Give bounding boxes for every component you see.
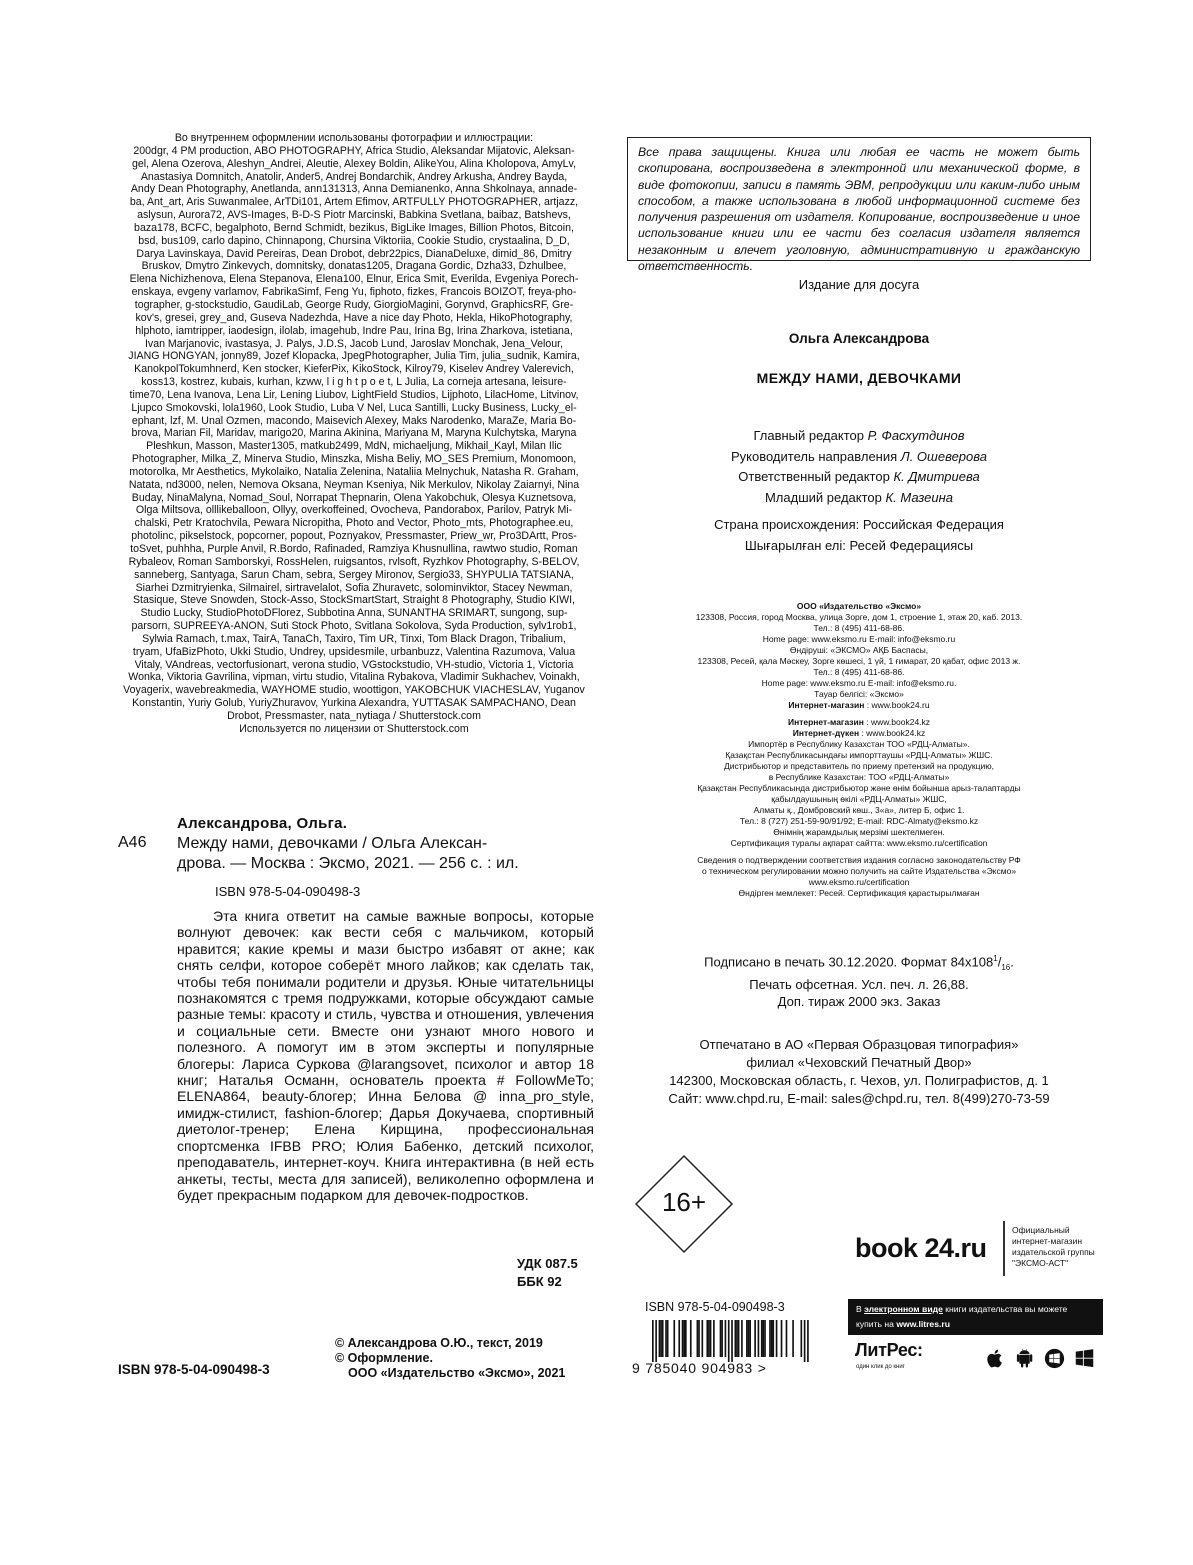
bib-author-code: А46: [118, 834, 147, 851]
shop-kz-url: : www.book24.kz: [863, 717, 931, 727]
publisher-line: Тел.: 8 (727) 251-59-90/91/92; E-mail: RDC-Almaty@eksmo.kz: [739, 816, 979, 826]
litres-url: www.litres.ru: [896, 1319, 950, 1329]
barcode-bar: [764, 1320, 766, 1357]
printer-line: Сайт: www.chpd.ru, E-mail: sales@chpd.ru, тел. 8(499)270-73-59: [668, 1091, 1050, 1106]
credit-line: tographer, g-stockstudio, GaudiLab, George Rudy, GiorgioMagini, Gorynvd, GraphicsRF, Gre-: [134, 298, 574, 311]
barcode-bar: [690, 1320, 692, 1357]
credit-line: bsd, bus109, carlo dapino, Chinnapong, Chursina Viktoriia, Cookie Studio, crystaalina, D_D,: [138, 234, 570, 247]
credit-line: Rybaleov, Roman Samborskyi, RossHelen, ruigsantos, rvlsoft, Ryzhkov Photography, S-BELOV,: [128, 555, 580, 568]
barcode-bar: [728, 1320, 730, 1362]
editor-name: Р. Фасхутдинов: [867, 428, 965, 443]
barcode-bar: [697, 1320, 699, 1357]
credit-line: kov's, gresei, grey_and, Guseva Nadezhda, Have a nice day Photo, Hekla, HikoPhotography,: [135, 311, 573, 324]
book24-description: [1012, 1225, 1095, 1269]
publisher-line: Home page: www.eksmo.ru E-mail: info@eksmo.ru: [762, 634, 956, 644]
udk-code: УДК 087.5: [517, 1256, 578, 1271]
barcode-bar: [652, 1320, 654, 1362]
credit-line: enskaya, evgeny varlamov, FabrikaSimf, Feng Yu, fiphoto, fizkes, Francois BOIZOT, freya-pho-: [131, 286, 577, 299]
editor-row: [627, 426, 1091, 447]
litres-post: книги издательства вы можете: [942, 1304, 1068, 1314]
publisher-line: Қазақстан Республикасында дистрибьютор және өнім бойынша арыз-талаптарды: [697, 783, 1021, 793]
credit-line: 200dgr, 4 PM production, ABO PHOTOGRAPHY, Africa Studio, Aleksandar Mijatovic, Aleksan-: [133, 144, 575, 157]
book24-desc-line: интернет-магазин: [1012, 1236, 1083, 1246]
credit-line: Buday, NinaMalyna, Nomad_Soul, Norrapat Thepnarin, Olena Yakobchuk, Olesya Kuznetsova,: [131, 491, 577, 504]
publisher-line: Импортёр в Республику Казахстан ТОО «РДЦ-Алматы».: [748, 739, 970, 749]
credit-line: tryam, UfaBizPhoto, Ukki Studio, Undrey, upsidesmile, urbanbuzz, Valentina Razumova, Valua: [132, 645, 576, 658]
publisher-line: о техническом регулировании можно получить на сайте Издательства «Эксмо»: [701, 866, 1017, 876]
barcode-bar: [738, 1320, 740, 1357]
publisher-line: Тауар белгісі: «Эксмо»: [814, 689, 904, 699]
credit-line: Photographer, Milka_Z, Minerva Studio, Minszka, Misha Beliy, MO_SES Premium, Monomoon,: [131, 453, 577, 466]
editor-row: [627, 467, 1091, 488]
litres-line2: [856, 1317, 1095, 1332]
publisher-line: 123308, Россия, город Москва, улица Зорге, дом 1, строение 1, этаж 20, каб. 2013.: [695, 612, 1023, 622]
barcode-bar: [721, 1320, 723, 1357]
barcode-bar: [655, 1320, 657, 1362]
barcode-bar: [665, 1320, 667, 1357]
editor-row: [627, 488, 1091, 509]
apple-icon: [985, 1348, 1006, 1369]
bib-author-heading: Александрова, Ольга.: [177, 815, 348, 832]
publisher-line: Сертификация туралы ақпарат сайтта: www.eksmo.ru/certification: [730, 838, 988, 848]
bib-title: [177, 834, 597, 874]
barcode-bar: [801, 1320, 803, 1357]
barcode-bar: [772, 1320, 774, 1357]
barcode-bar: [667, 1320, 669, 1357]
barcode-bar: [754, 1320, 756, 1357]
credit-line: sanneberg, Santyaga, Sarun Cham, sebra, Sergey Mironov, Sergio33, SHYPULIA TATSIANA,: [134, 568, 574, 581]
credit-line: Olga Miltsova, olllikeballoon, Ollyy, overkoffeined, Ovocheva, Pandorabox, Parilov, Patryk Mi-: [135, 504, 573, 517]
publisher-name: ООО «Издательство «Эксмо»: [796, 601, 922, 611]
barcode-bar: [685, 1320, 687, 1357]
publisher-line: Дистрибьютор и представитель по приему претензий на продукцию,: [724, 761, 994, 771]
publisher-lines-a: [627, 612, 1091, 700]
credit-line: toSvet, puhhha, Purple Anvil, R.Bordo, Rafinaded, Ramziya Khusnullina, rawtwo studio, Roman: [130, 543, 578, 555]
editor-role: Младший редактор: [764, 489, 882, 505]
credit-line: koss13, kostrez, kubais, kurhan, kzww, l i g h t p o e t, L Julia, La corneja artesana, leisure-: [141, 376, 567, 389]
barcode-bar: [761, 1320, 763, 1357]
litres-tagline: один клик до книг: [856, 1364, 905, 1370]
credit-line: time70, Lena Ivanova, Lena Lir, Lening Liubov, LightField Studios, Lijphoto, LilacHome, Litvinov,: [129, 388, 579, 401]
publisher-info: [627, 601, 1091, 899]
book24-logo: book 24.ru: [855, 1233, 987, 1263]
barcode-digits: 9 785040 904983 >: [632, 1360, 767, 1376]
editor-row: [627, 447, 1091, 468]
credit-line: parsorn, SUPREEYA-ANON, Suti Stock Photo, Svitlana Sokolova, Syda Production, sylv1rob1,: [131, 620, 577, 633]
barcode-bar: [660, 1320, 662, 1357]
publisher-line: Тел.: 8 (495) 411-68-86.: [813, 623, 905, 633]
barcode-bar: [807, 1320, 809, 1362]
barcode-bar: [763, 1320, 765, 1357]
barcode-bar: [786, 1320, 788, 1357]
barcode-bar: [758, 1320, 760, 1357]
print-format: Подписано в печать 30.12.2020. Формат 84х108: [704, 954, 994, 970]
editor-name: Л. Ошеверова: [900, 448, 987, 464]
book24-desc-line: Официальный: [1012, 1225, 1070, 1235]
photo-credits: [114, 132, 594, 736]
format-sub: 16: [1001, 962, 1011, 972]
credit-line: Drobot, Pressmaster, nata_nytiaga / Shutterstock.com: [227, 709, 481, 722]
credit-line: chalski, Petr Kratochvila, Pewara Nicropitha, Photo and Vector, Photo_mts, Photographee.eu,: [134, 517, 574, 530]
format-slash: /: [997, 954, 1002, 970]
barcode-bar: [749, 1320, 751, 1357]
barcode-bar: [720, 1320, 722, 1357]
editor-role: Руководитель направления: [730, 448, 898, 464]
book24-desc-line: издательской группы: [1012, 1247, 1095, 1257]
credit-line: ephant, lzf, M. Unal Ozmen, macondo, Maisevich Alexey, Maks Narodenko, MaraZe, Maria Bo-: [131, 414, 577, 427]
barcode-bar: [710, 1320, 712, 1357]
barcode-bar: [741, 1320, 743, 1357]
printer-info: [627, 1036, 1091, 1108]
barcode-bar: [702, 1320, 704, 1357]
shop-kz2-label: Интернет-дүкен: [792, 728, 860, 738]
bbk-code: ББК 92: [517, 1274, 562, 1289]
shop-url: : www.book24.ru: [864, 700, 930, 710]
barcode-bar: [673, 1320, 675, 1357]
credit-line: Stasique, Steve Snowden, Stock-Asso, StockSmartStart, Straight 8 Photography, Studio KIWI,: [132, 594, 575, 607]
shop-kz-label: Интернет-магазин: [787, 717, 864, 727]
android-icon: [1014, 1348, 1035, 1369]
credit-line: aslysun, Aurora72, AVS-Images, B-D-S Piotr Marcinski, Babkina Svetlana, baibaz, Batshevs,: [137, 209, 571, 222]
windows-phone-icon: [1044, 1348, 1065, 1369]
credit-line: Используется по лицензии от Shutterstock.com: [239, 722, 469, 735]
format-sup: 1: [993, 954, 998, 963]
credit-line: baza178, BCFC, begalphoto, Bernd Schmidt, bezikus, BigLike Images, Billion Photos, Bitcoin,: [134, 221, 574, 234]
credit-line: Studio Lucky, StudioPhotoDFlorez, Subbotina Anna, SUNANTHA SRIMART, sungong, sup-: [140, 607, 568, 620]
barcode-bar: [746, 1320, 748, 1357]
book24-divider: [1003, 1221, 1005, 1276]
barcode-bar: [706, 1320, 708, 1357]
barcode-bar: [682, 1320, 684, 1357]
credit-line: ba, Ant_art, Aris Suwanmalee, ArTDi101, Artem Efimov, ARTFULLY PHOTOGRAPHER, artjazz,: [129, 196, 579, 209]
publisher-line: Өндірген мемлекет: Ресей. Сертификация қарастырылмаған: [738, 888, 980, 898]
barcode-bar: [735, 1320, 737, 1357]
publisher-line: 123308, Ресей, қала Мәскеу, Зорге көшесі, 1 үй, 1 ғимарат, 20 қабат, офис 2013 ж.: [697, 656, 1021, 666]
credit-line: Vitaly, VAndreas, vectorfusionart, verona studio, VGstockstudio, VH-studio, Victoria 1, Victoria: [134, 658, 574, 671]
barcode-bar: [736, 1320, 738, 1357]
origin-country: [627, 514, 1091, 556]
print-method: Печать офсетная. Усл. печ. л. 26,88.: [749, 976, 969, 992]
credit-line: Wonka, Viktoria Gavrilina, vipman, virtu studio, Vitalina Rybakova, Vladimir Sukhachev, Voinakh,: [128, 671, 580, 684]
barcode-bar: [781, 1320, 783, 1357]
edition-type: Издание для досуга: [798, 277, 920, 292]
isbn-bottom: ISBN 978-5-04-090498-3: [118, 1362, 270, 1377]
credit-line: JIANG HONGYAN, jonny89, Jozef Klopacka, JpegPhotographer, Julia Tim, julia_sudnik, Kamira,: [128, 350, 580, 363]
bib-title-line1: Между нами, девочками / Ольга Алексан-: [177, 835, 488, 852]
credit-line: hlphoto, iamtripper, iaodesign, ilolab, imagehub, Indre Pau, Irina Bg, Irina Zharkova, istetiana,: [135, 324, 573, 337]
credit-line: KanokpolTokumhnerd, Ken stocker, KieferPix, KikoStock, Kilroy79, Kiselev Andrey Valerevich,: [134, 363, 574, 376]
publisher-line: қабылдаушының өкілі «РДЦ-Алматы» ЖШС,: [771, 794, 947, 804]
barcode-bar: [678, 1320, 680, 1357]
age-rating: 16+: [661, 1187, 707, 1217]
printer-line: Отпечатано в АО «Первая Образцовая типография»: [699, 1037, 1019, 1052]
publisher-lines-b: [627, 739, 1091, 849]
printer-line: филиал «Чеховский Печатный Двор»: [746, 1055, 972, 1070]
litres-ebook-label: электронном виде: [864, 1304, 943, 1314]
barcode-bar: [698, 1320, 700, 1357]
editors-list: [627, 426, 1091, 508]
shop-kz-line: [627, 717, 1091, 728]
credit-line: Darya Lavinskaya, David Pereiras, Dean Drobot, debr22pics, DianaDeluxe, dimid_86, Dmitry: [136, 247, 572, 260]
origin-ru: Страна происхождения: Российская Федерация: [714, 517, 1004, 532]
editor-name: К. Мазеина: [885, 489, 954, 505]
barcode-bar: [713, 1320, 715, 1357]
credit-line: Sylwia Ramach, t.max, TairA, TanaCh, Taxiro, Tim UR, Tinxi, Tom Black Dragon, Tribalium,: [142, 632, 566, 645]
publisher-line: Қазақстан Республикасындағы импорттаушы «РДЦ-Алматы» ЖШС.: [725, 750, 993, 760]
credit-line: Konstantin, Yuriy Golub, YuriyZhuravov, Yurkina Alexandra, YUTTASAK SAMPACHANO, Dean: [132, 697, 576, 710]
credit-line: Во внутреннем оформлении использованы фотографии и иллюстрации:: [174, 132, 534, 144]
publisher-line: www.eksmo.ru/certification: [808, 877, 910, 887]
editor-name: К. Дмитриева: [893, 469, 980, 484]
shop-kz2-line: [627, 728, 1091, 739]
litres-pre: В: [856, 1304, 865, 1314]
barcode-bar: [769, 1320, 771, 1357]
credit-line: Andy Dean Photography, Anetlanda, ann131313, Anna Demianenko, Anna Shkolnaya, annade-: [130, 183, 578, 196]
bib-isbn: ISBN 978-5-04-090498-3: [215, 884, 361, 899]
publisher-line: Өнімнің жарамдылық мерзімі шектелмеген.: [773, 827, 945, 837]
publisher-line: в Республике Казахстан: ТОО «РДЦ-Алматы»: [768, 772, 950, 782]
credit-line: brova, Marian Fil, Maridav, marigo20, Marina Akinina, Mariyana M, Maryna Kulchytska, Maryna: [131, 427, 577, 440]
litres-line1: [856, 1302, 1095, 1317]
windows-icon: [1074, 1348, 1095, 1369]
book24-desc-line: "ЭКСМО-АСТ": [1012, 1258, 1069, 1268]
barcode-bar: [662, 1320, 664, 1357]
barcode-bars: [640, 1320, 810, 1362]
barcode-bar: [708, 1320, 710, 1357]
printer-line: 142300, Московская область, г. Чехов, ул. Полиграфистов, д. 1: [669, 1073, 1049, 1088]
bib-title-line2: дрова. — Москва : Эксмо, 2021. — 256 с. : ил.: [177, 855, 519, 872]
print-run: Доп. тираж 2000 экз. Заказ: [777, 993, 941, 1009]
credit-line: Ivan Marjanovic, ivastasya, J. Palys, J.D.S, Jacob Lund, Jaroslav Monchak, Jena_Velour,: [144, 337, 564, 350]
credit-line: Ljupco Smokovski, lola1960, Look Studio, Luba V Nel, Luca Santilli, Lucky Business, Lucky_el-: [131, 401, 577, 414]
publisher-line: Тел.: 8 (495) 411-68-86.: [813, 667, 905, 677]
print-info: [627, 950, 1091, 1010]
credit-line: photolinc, pikselstock, popcorner, popout, Poznyakov, Pressmaster, Priew_wr, Pro3DArtt, Pros-: [131, 530, 577, 543]
litres-logo: ЛитРес:: [855, 1340, 923, 1360]
print-format-line: [627, 950, 1091, 976]
credit-line: Pleshkun, Masson, Master1305, matkub2499, MdN, michaeljung, Mikhail_Kayl, Milan Ilic: [146, 440, 562, 453]
author-name: Ольга Александрова: [788, 331, 930, 346]
barcode-bar: [792, 1320, 794, 1357]
barcode-bar: [771, 1320, 773, 1357]
publisher-line: Home page: www.eksmo.ru E-mail: info@eksmo.ru.: [761, 678, 957, 688]
publisher-line: Алматы қ., Домбровский көш., 3«а», литер Б, офис 1.: [753, 805, 965, 815]
litres-buy: купить на: [856, 1319, 897, 1329]
publisher-line: Сведения о подтверждении соответствия издания согласно законодательству РФ: [697, 855, 1021, 865]
editor-role: Главный редактор: [753, 428, 864, 443]
credit-line: Siarhei Dzmitryienka, Silmairel, sirtravelalot, Sofia Zhuravetc, solominviktor, Stacey Newman,: [135, 581, 573, 594]
barcode-bar: [776, 1320, 778, 1357]
shop-kz2-url: : www.book24.kz: [859, 728, 926, 738]
barcode-bar: [804, 1320, 806, 1362]
annotation-text: Эта книга ответит на самые важные вопросы, которые волнуют девочек: как вести себя с мальчиком, который нравится; какие кремы и мази быстро избавят от акне; как снять селфи, которое соберёт много лайков; как сделать так, чтобы тебя понимали родители и друзья. Юные читательницы познакомятся с тремя подружками, которые обсуждают самые разные темы: красоту и стиль, чувства и отношения, увлечения и социальные сети. Вместе они узнают много нового и полезного. А помогут им в этом эксперты и популярные блогеры: Лариса Суркова @larangsovet, психолог и автор 18 книг; Наталья Османн, основатель проекта # FollowMeTo; ELENA864, beauty-блогер; Инна Белова @ inna_pro_style, имидж-стилист, fashion-блогер; Дарья Докучаева, спортивный диетолог-тренер; Елена Кирщина, профессиональная спортсменка IFBB PRO; Юлия Бабенко, детский психолог, преподаватель, интернет-коуч. Книга интерактивна (в ней есть анкеты, тесты, места для записей), великолепно оформлена и будет прекрасным подарком для девочек-подростков.: [177, 908, 594, 1203]
barcode-bar: [659, 1320, 661, 1357]
credit-line: gel, Alena Ozerova, Aleshyn_Andrei, Aleutie, Alexey Boldin, AlikeYou, Alina Kholopova, AmyLv,: [131, 157, 577, 170]
publisher-line: Өндіруші: «ЭКСМО» АҚБ Баспасы,: [789, 645, 929, 655]
book-title: МЕЖДУ НАМИ, ДЕВОЧКАМИ: [756, 370, 962, 386]
shop-line: [627, 700, 1091, 711]
copyright-text: © Александрова О.Ю., текст, 2019: [335, 1336, 543, 1350]
credit-line: motorolka, Mr Aesthetics, Mykolaiko, Natalia Zelenina, Nataliia Melnychuk, Natasha R. Graham,: [129, 465, 579, 478]
barcode-bar: [731, 1320, 733, 1362]
format-dot: .: [1010, 954, 1014, 970]
copyright-block: [335, 1336, 565, 1381]
classification: [517, 1255, 578, 1291]
editor-role: Ответственный редактор: [738, 469, 890, 484]
annotation: [177, 908, 594, 1203]
credit-line: Anastasiya Domnitch, Anatolir, Ander5, Andrej Bondarchik, Andrey Arkusha, Andrey Bayda,: [140, 170, 568, 183]
credit-line: Bruskov, Dmytro Zinkevych, domnitsky, donatas1205, Dragana Gordic, Dzha33, Dzhulbee,: [141, 260, 567, 273]
barcode-bar: [748, 1320, 750, 1357]
copyright-design: © Оформление.: [335, 1351, 433, 1365]
publisher-lines-c: [627, 855, 1091, 899]
barcode-bar: [683, 1320, 685, 1357]
credit-line: Elena Nichizhenova, Elena Stepanova, Elena100, Elnur, Erica Smit, Everilda, Evgeniya Porech-: [129, 273, 579, 286]
credit-line: Voyagerix, wavebreakmedia, WAYHOME studio, woottigon, YAKOBCHUK VIACHESLAV, Yuganov: [123, 684, 585, 697]
litres-banner: [848, 1299, 1103, 1335]
copyright-publisher: ООО «Издательство «Эксмо», 2021: [348, 1366, 566, 1380]
barcode-isbn-label: ISBN 978-5-04-090498-3: [645, 1300, 785, 1314]
shop-label: Интернет-магазин: [788, 700, 865, 710]
credit-line: Natata, nd3000, nelen, Nemova Oksana, Neyman Kseniya, Nik Merkulov, Nikolay Zaiarnyi, Nina: [128, 478, 580, 491]
rights-notice: Все права защищены. Книга или любая ее часть не может быть скопирована, воспроизведена в электронной или механической форме, в виде фотокопии, записи в память ЭВМ, репродукции или каким-либо иным способом, а также использована в любой информационной системе без получения разрешения от издателя. Копирование, воспроизведение и иное использование книги или ее части без согласия издателя является незаконным и влечет уголовную, административную и гражданскую ответственность.: [627, 137, 1091, 261]
origin-kz: Шығарылған елі: Ресей Федерациясы: [744, 538, 974, 553]
barcode-bar: [725, 1320, 727, 1357]
